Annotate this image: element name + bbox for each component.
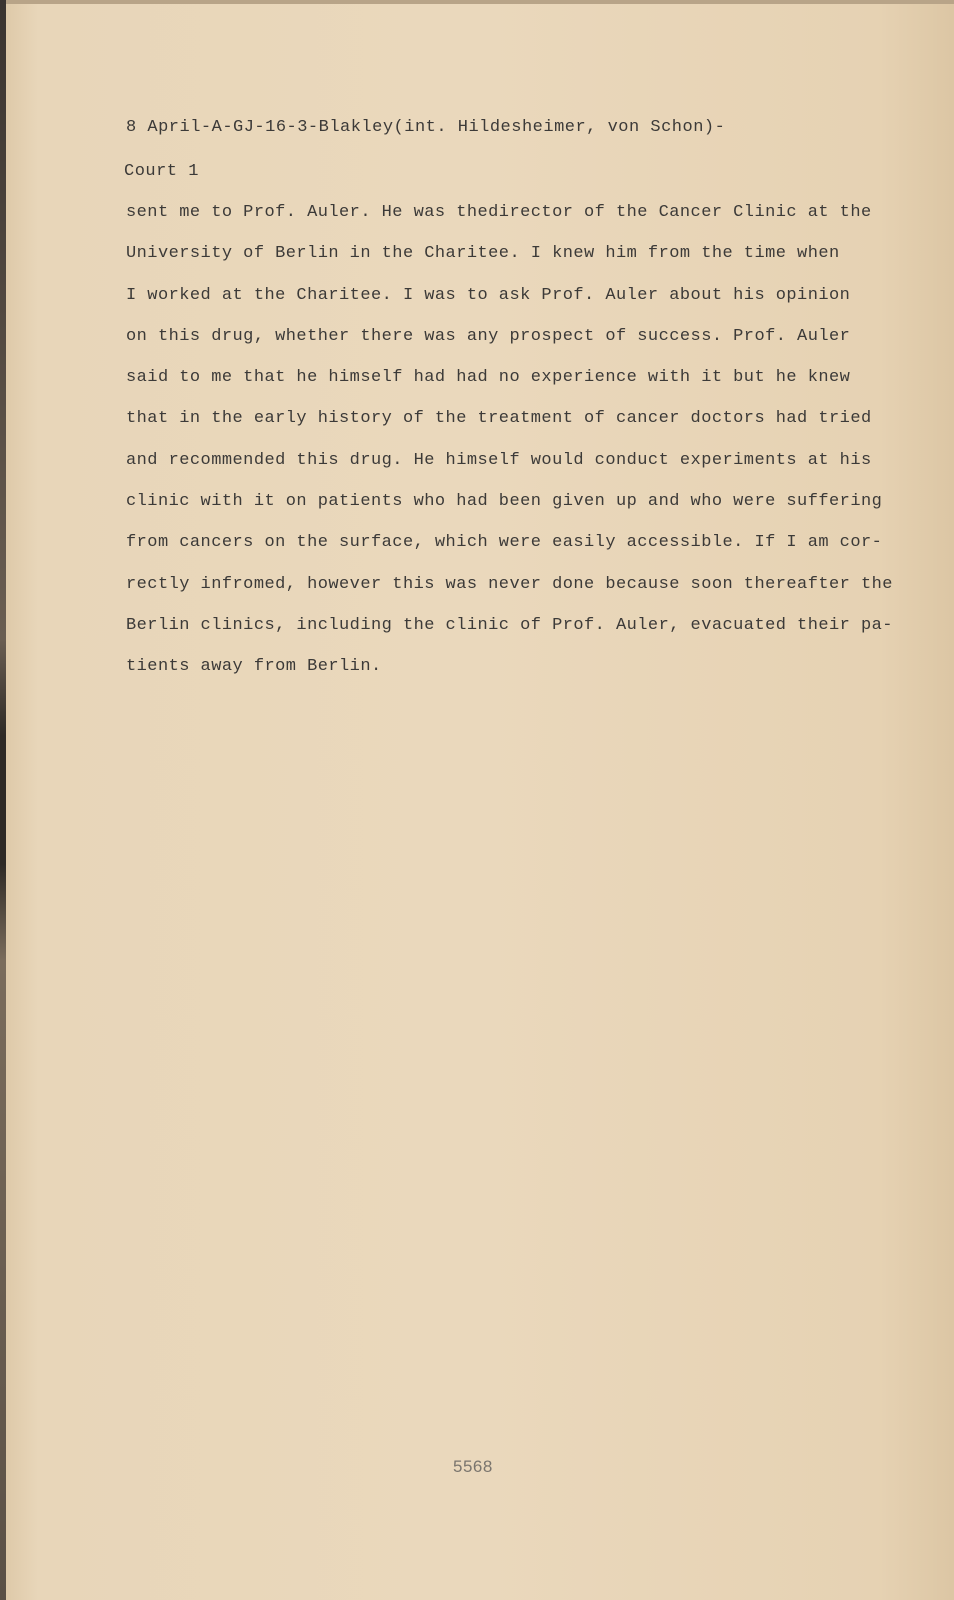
transcript-line: rectly infromed, however this was never done because soon thereafter the xyxy=(126,574,893,594)
transcript-body xyxy=(126,201,893,697)
document-header: 8 April-A-GJ-16-3-Blakley(int. Hildesheimer, von Schon)- xyxy=(126,118,726,137)
transcript-line: Berlin clinics, including the clinic of Prof. Auler, evacuated their pa- xyxy=(126,615,893,635)
transcript-line: I worked at the Charitee. I was to ask Prof. Auler about his opinion xyxy=(126,285,851,305)
transcript-line: and recommended this drug. He himself would conduct experiments at his xyxy=(126,450,872,470)
page-number: 5568 xyxy=(453,1457,493,1476)
transcript-line: University of Berlin in the Charitee. I knew him from the time when xyxy=(126,244,840,264)
transcript-line: tients away from Berlin. xyxy=(126,657,382,677)
transcript-line: that in the early history of the treatment of cancer doctors had tried xyxy=(126,409,872,429)
transcript-line: from cancers on the surface, which were easily accessible. If I am cor- xyxy=(126,533,883,553)
transcript-line: clinic with it on patients who had been given up and who were suffering xyxy=(126,492,883,512)
transcript-line: on this drug, whether there was any prospect of success. Prof. Auler xyxy=(126,326,851,346)
transcript-line: sent me to Prof. Auler. He was thedirector of the Cancer Clinic at the xyxy=(126,203,872,222)
page-binding-edge xyxy=(0,0,6,1600)
page-top-edge xyxy=(0,0,954,4)
court-label: Court 1 xyxy=(124,162,199,181)
transcript-line: said to me that he himself had had no experience with it but he knew xyxy=(126,368,851,388)
